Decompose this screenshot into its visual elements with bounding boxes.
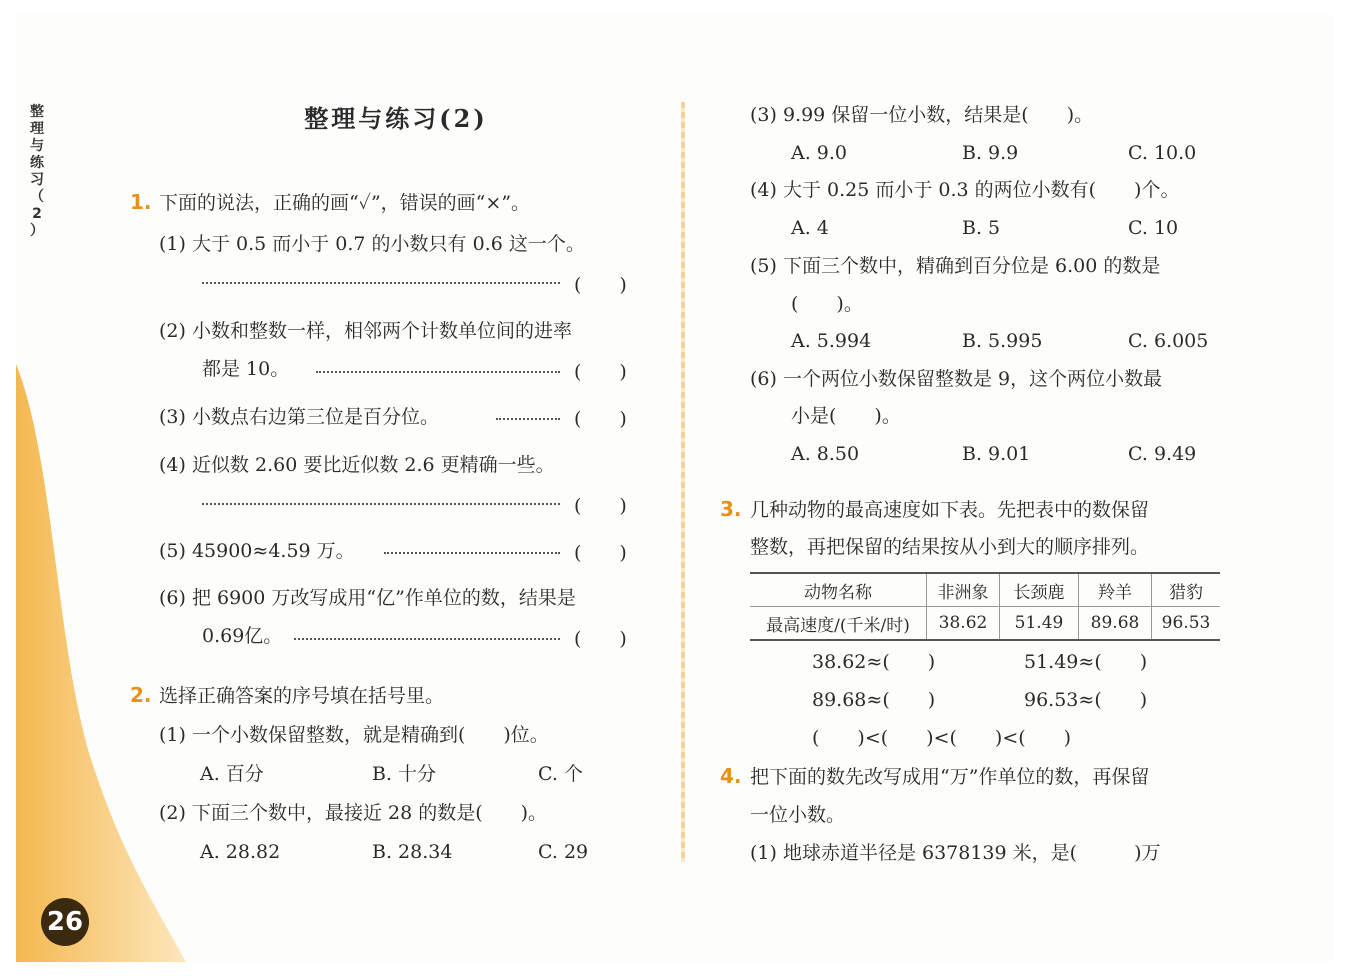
answer-blank[interactable]: ( ) xyxy=(574,274,627,296)
option-b: B. 十分 xyxy=(372,763,437,785)
table-cell: 89.68 xyxy=(1079,607,1152,641)
page-number: 26 xyxy=(41,898,89,946)
table-cell: 最高速度/(千米/时) xyxy=(750,607,927,641)
approx-blank[interactable]: 38.62≈( ) xyxy=(812,651,936,673)
table-cell: 猎豹 xyxy=(1152,573,1221,607)
option-c: C. 29 xyxy=(538,841,589,863)
question-number: 4. xyxy=(720,764,742,788)
table-cell: 96.53 xyxy=(1152,607,1221,641)
dotted-leader xyxy=(384,552,560,554)
option-b: B. 9.9 xyxy=(962,142,1019,164)
option-b: B. 5.995 xyxy=(962,330,1043,352)
speed-table xyxy=(750,572,1220,641)
choice-question-3: (3) 9.99 保留一位小数，结果是( )。 xyxy=(750,104,1094,126)
page-title: 整理与练习(2) xyxy=(304,104,488,133)
option-c: C. 9.49 xyxy=(1128,443,1197,465)
table-cell: 38.62 xyxy=(927,607,1000,641)
answer-blank[interactable]: ( ) xyxy=(574,542,627,564)
question-number: 1. xyxy=(130,190,152,214)
sub-question-1: (1) 地球赤道半径是 6378139 米，是( )万 xyxy=(750,842,1161,864)
answer-blank[interactable]: ( ) xyxy=(574,495,627,517)
order-blanks[interactable]: ( )<( )<( )<( ) xyxy=(812,727,1072,749)
option-a: A. 28.82 xyxy=(200,841,281,863)
table-cell: 51.49 xyxy=(1000,607,1079,641)
option-a: A. 5.994 xyxy=(791,330,872,352)
statement-6-cont: 0.69亿。 xyxy=(202,625,283,647)
approx-blank[interactable]: 51.49≈( ) xyxy=(1024,651,1148,673)
question-stem-cont: 整数，再把保留的结果按从小到大的顺序排列。 xyxy=(750,536,1150,558)
question-stem: 把下面的数先改写成用“万”作单位的数，再保留 xyxy=(750,766,1150,788)
question-number: 3. xyxy=(720,497,742,521)
approx-blank[interactable]: 96.53≈( ) xyxy=(1024,689,1148,711)
answer-blank[interactable]: ( ) xyxy=(574,408,627,430)
choice-question-5: (5) 下面三个数中，精确到百分位是 6.00 的数是 xyxy=(750,255,1161,277)
workbook-page xyxy=(16,14,1334,962)
answer-blank[interactable]: ( ) xyxy=(574,361,627,383)
option-a: A. 8.50 xyxy=(791,443,860,465)
question-stem: 几种动物的最高速度如下表。先把表中的数保留 xyxy=(750,499,1150,521)
statement-1: (1) 大于 0.5 而小于 0.7 的小数只有 0.6 这一个。 xyxy=(159,233,585,255)
choice-question-6: (6) 一个两位小数保留整数是 9，这个两位小数最 xyxy=(750,368,1163,390)
table-cell: 羚羊 xyxy=(1079,573,1152,607)
option-b: B. 5 xyxy=(962,217,1001,239)
choice-question-2: (2) 下面三个数中，最接近 28 的数是( )。 xyxy=(159,802,548,824)
question-stem: 选择正确答案的序号填在括号里。 xyxy=(159,685,445,707)
choice-question-6-cont: 小是( )。 xyxy=(791,405,901,427)
approx-blank[interactable]: 89.68≈( ) xyxy=(812,689,936,711)
choice-question-5-cont: ( )。 xyxy=(791,293,863,315)
option-a: A. 9.0 xyxy=(791,142,848,164)
dotted-leader xyxy=(496,418,560,420)
dotted-leader xyxy=(316,371,560,373)
dotted-leader xyxy=(202,503,560,505)
column-divider xyxy=(681,102,685,862)
answer-blank[interactable]: ( ) xyxy=(574,628,627,650)
choice-question-4: (4) 大于 0.25 而小于 0.3 的两位小数有( )个。 xyxy=(750,179,1180,201)
option-c: C. 6.005 xyxy=(1128,330,1209,352)
option-c: C. 10 xyxy=(1128,217,1179,239)
question-stem-cont: 一位小数。 xyxy=(750,804,846,826)
statement-3: (3) 小数点右边第三位是百分位。 xyxy=(159,406,439,428)
table-cell: 非洲象 xyxy=(927,573,1000,607)
table-row xyxy=(750,607,1220,641)
question-stem: 下面的说法，正确的画“✓”，错误的画“×”。 xyxy=(159,192,531,214)
option-c: C. 10.0 xyxy=(1128,142,1197,164)
option-a: A. 百分 xyxy=(200,763,264,785)
dotted-leader xyxy=(294,638,560,640)
option-a: A. 4 xyxy=(791,217,829,239)
table-cell: 动物名称 xyxy=(750,573,927,607)
dotted-leader xyxy=(202,282,560,284)
statement-2: (2) 小数和整数一样，相邻两个计数单位间的进率 xyxy=(159,320,572,342)
option-c: C. 个 xyxy=(538,763,583,785)
question-number: 2. xyxy=(130,683,152,707)
table-cell: 长颈鹿 xyxy=(1000,573,1079,607)
choice-question-1: (1) 一个小数保留整数，就是精确到( )位。 xyxy=(159,724,549,746)
side-title: 整 理 与 练 习 （ 2 ） xyxy=(30,104,44,239)
statement-4: (4) 近似数 2.60 要比近似数 2.6 更精确一些。 xyxy=(159,454,555,476)
option-b: B. 28.34 xyxy=(372,841,453,863)
statement-2-cont: 都是 10。 xyxy=(202,358,290,380)
statement-6: (6) 把 6900 万改写成用“亿”作单位的数，结果是 xyxy=(159,587,576,609)
table-header-row xyxy=(750,573,1220,607)
statement-5: (5) 45900≈4.59 万。 xyxy=(159,540,355,562)
option-b: B. 9.01 xyxy=(962,443,1031,465)
